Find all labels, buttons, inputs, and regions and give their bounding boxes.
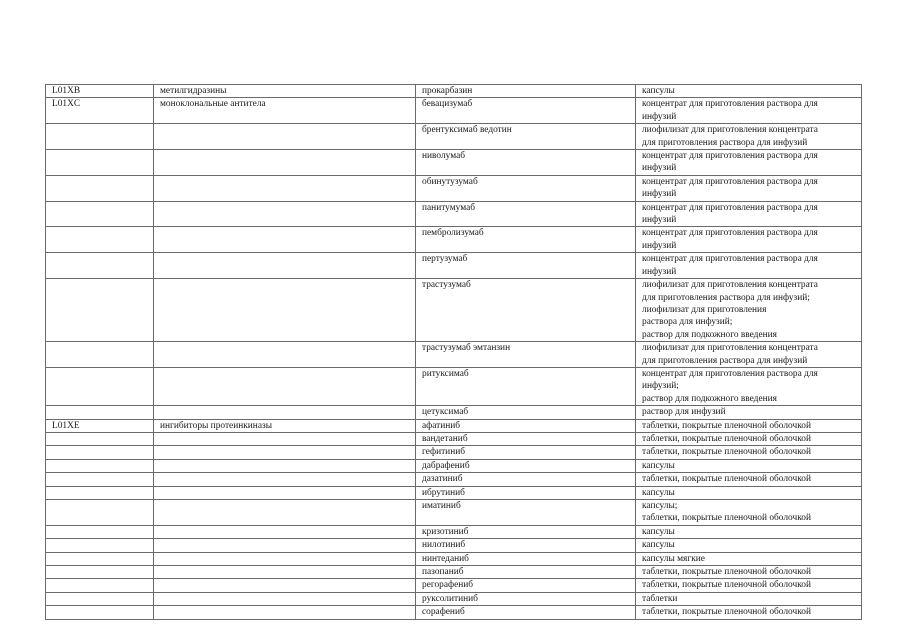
dosage-form-line: концентрат для приготовления раствора для (642, 151, 818, 162)
dosage-form-line: таблетки, покрытые пленочной оболочкой (642, 607, 811, 618)
group-name-cell (154, 342, 416, 368)
atc-code-cell: L01XB (46, 85, 154, 98)
drug-name-cell: обинутузумаб (416, 175, 636, 201)
dosage-forms-cell (636, 606, 862, 619)
table-row (46, 367, 862, 405)
drug-name-cell: пертузумаб (416, 253, 636, 279)
atc-code-cell (46, 227, 154, 253)
dosage-forms-cell (636, 227, 862, 253)
dosage-forms-cell (636, 175, 862, 201)
drug-name-cell: гефитиниб (416, 446, 636, 459)
atc-code-cell (46, 342, 154, 368)
table-row (46, 579, 862, 592)
dosage-forms-cell (636, 459, 862, 472)
dosage-forms-cell (636, 486, 862, 499)
dosage-form-line: раствор для подкожного введения (642, 393, 777, 404)
drug-name-cell: иматиниб (416, 500, 636, 526)
dosage-form-line: концентрат для приготовления раствора для (642, 202, 818, 213)
dosage-form-line: таблетки, покрытые пленочной оболочкой (642, 513, 811, 524)
table-row (46, 227, 862, 253)
atc-code-cell (46, 150, 154, 176)
dosage-form-line: инфузий (642, 266, 677, 277)
drug-name-cell: пембролизумаб (416, 227, 636, 253)
group-name-cell (154, 446, 416, 459)
table-row (46, 342, 862, 368)
atc-code-cell (46, 432, 154, 445)
dosage-form-line: раствор для инфузий (642, 407, 726, 418)
dosage-forms-cell (636, 432, 862, 445)
table-row (46, 150, 862, 176)
dosage-form-line: раствор для подкожного введения (642, 329, 777, 340)
group-name-cell (154, 367, 416, 405)
table-row (46, 419, 862, 432)
group-name-cell (154, 432, 416, 445)
dosage-forms-cell (636, 566, 862, 579)
dosage-forms-cell (636, 539, 862, 552)
dosage-form-line: инфузий (642, 111, 677, 122)
group-name-cell (154, 279, 416, 342)
drug-name-cell: сорафениб (416, 606, 636, 619)
dosage-forms-cell (636, 446, 862, 459)
atc-code-cell (46, 367, 154, 405)
dosage-form-line: для приготовления раствора для инфузий (642, 137, 808, 148)
dosage-form-line: инфузий (642, 240, 677, 251)
dosage-forms-cell (636, 201, 862, 227)
group-name-cell: моноклональные антитела (154, 98, 416, 124)
dosage-form-line: инфузий; (642, 381, 679, 392)
drug-name-cell: кризотиниб (416, 525, 636, 538)
dosage-forms-cell (636, 592, 862, 605)
dosage-form-line: капсулы; (642, 501, 678, 511)
table-row (46, 525, 862, 538)
drug-name-cell: брентуксимаб ведотин (416, 124, 636, 150)
dosage-forms-cell (636, 419, 862, 432)
drug-name-cell: трастузумаб (416, 279, 636, 342)
drug-name-cell: цетуксимаб (416, 406, 636, 419)
dosage-form-line: лиофилизат для приготовления концентрата (642, 343, 818, 354)
group-name-cell (154, 150, 416, 176)
dosage-form-line: для приготовления раствора для инфузий; (642, 292, 810, 303)
group-name-cell (154, 592, 416, 605)
atc-code-cell: L01XE (46, 419, 154, 432)
group-name-cell (154, 473, 416, 486)
group-name-cell: ингибиторы протеинкиназы (154, 419, 416, 432)
table-row (46, 552, 862, 565)
atc-code-cell (46, 500, 154, 526)
drug-name-cell: регорафениб (416, 579, 636, 592)
table-row (46, 446, 862, 459)
group-name-cell (154, 525, 416, 538)
dosage-forms-cell (636, 579, 862, 592)
table-row (46, 566, 862, 579)
group-name-cell (154, 552, 416, 565)
dosage-form-line: инфузий (642, 189, 677, 200)
drug-name-cell: нинтеданиб (416, 552, 636, 565)
drug-name-cell: трастузумаб эмтанзин (416, 342, 636, 368)
drug-name-cell: дабрафениб (416, 459, 636, 472)
dosage-form-line: таблетки, покрытые пленочной оболочкой (642, 433, 811, 444)
dosage-form-line: капсулы (642, 487, 675, 498)
atc-code-cell (46, 446, 154, 459)
dosage-form-line: концентрат для приготовления раствора для (642, 176, 818, 187)
table-row (46, 473, 862, 486)
dosage-form-line: для приготовления раствора для инфузий (642, 355, 808, 366)
dosage-forms-cell (636, 98, 862, 124)
table-body (46, 85, 862, 620)
drug-name-cell: нилотиниб (416, 539, 636, 552)
drug-name-cell: бевацизумаб (416, 98, 636, 124)
atc-code-cell: L01XC (46, 98, 154, 124)
atc-code-cell (46, 201, 154, 227)
drug-name-cell: ибрутиниб (416, 486, 636, 499)
table-row (46, 539, 862, 552)
dosage-form-line: таблетки, покрытые пленочной оболочкой (642, 447, 811, 458)
group-name-cell (154, 606, 416, 619)
table-row (46, 592, 862, 605)
dosage-form-line: капсулы мягкие (642, 553, 705, 564)
dosage-forms-cell (636, 85, 862, 98)
atc-code-cell (46, 566, 154, 579)
dosage-form-line: таблетки (642, 593, 678, 604)
drug-name-cell: дазатиниб (416, 473, 636, 486)
dosage-forms-cell (636, 525, 862, 538)
table-row (46, 279, 862, 342)
drug-name-cell: ритуксимаб (416, 367, 636, 405)
group-name-cell (154, 201, 416, 227)
group-name-cell (154, 175, 416, 201)
dosage-form-line: таблетки, покрытые пленочной оболочкой (642, 580, 811, 591)
atc-code-cell (46, 473, 154, 486)
dosage-forms-cell (636, 253, 862, 279)
table-row (46, 406, 862, 419)
dosage-forms-cell (636, 500, 862, 526)
dosage-forms-cell (636, 367, 862, 405)
atc-code-cell (46, 525, 154, 538)
dosage-forms-cell (636, 279, 862, 342)
table-row (46, 201, 862, 227)
table-row (46, 98, 862, 124)
dosage-form-line: концентрат для приготовления раствора для (642, 228, 818, 239)
dosage-form-line: таблетки, покрытые пленочной оболочкой (642, 420, 811, 431)
dosage-form-line: капсулы (642, 86, 675, 96)
table-row (46, 124, 862, 150)
drug-name-cell: панитумумаб (416, 201, 636, 227)
drug-name-cell: пазопаниб (416, 566, 636, 579)
dosage-form-line: капсулы (642, 460, 675, 471)
dosage-forms-cell (636, 150, 862, 176)
table-row (46, 432, 862, 445)
group-name-cell (154, 253, 416, 279)
table-row (46, 606, 862, 619)
group-name-cell (154, 459, 416, 472)
table-row (46, 175, 862, 201)
group-name-cell (154, 486, 416, 499)
dosage-form-line: концентрат для приготовления раствора для (642, 254, 818, 265)
atc-code-cell (46, 279, 154, 342)
dosage-form-line: инфузий (642, 163, 677, 174)
table-row (46, 486, 862, 499)
group-name-cell (154, 500, 416, 526)
dosage-form-line: таблетки, покрытые пленочной оболочкой (642, 567, 811, 578)
atc-code-cell (46, 175, 154, 201)
dosage-forms-cell (636, 406, 862, 419)
dosage-forms-cell (636, 124, 862, 150)
atc-code-cell (46, 124, 154, 150)
table-row (46, 85, 862, 98)
dosage-form-line: инфузий (642, 215, 677, 226)
drug-name-cell: вандетаниб (416, 432, 636, 445)
dosage-form-line: капсулы (642, 526, 675, 537)
dosage-form-line: капсулы (642, 540, 675, 551)
atc-code-cell (46, 406, 154, 419)
drug-list-table (45, 84, 862, 620)
table-row (46, 459, 862, 472)
atc-code-cell (46, 552, 154, 565)
drug-name-cell: прокарбазин (416, 85, 636, 98)
drug-name-cell: ниволумаб (416, 150, 636, 176)
dosage-forms-cell (636, 342, 862, 368)
table-row (46, 253, 862, 279)
atc-code-cell (46, 253, 154, 279)
group-name-cell (154, 539, 416, 552)
dosage-forms-cell (636, 473, 862, 486)
group-name-cell (154, 124, 416, 150)
dosage-form-line: концентрат для приготовления раствора для (642, 368, 818, 379)
atc-code-cell (46, 486, 154, 499)
atc-code-cell (46, 579, 154, 592)
drug-name-cell: афатиниб (416, 419, 636, 432)
atc-code-cell (46, 606, 154, 619)
table-row (46, 500, 862, 526)
group-name-cell: метилгидразины (154, 85, 416, 98)
group-name-cell (154, 227, 416, 253)
group-name-cell (154, 406, 416, 419)
dosage-form-line: таблетки, покрытые пленочной оболочкой (642, 474, 811, 485)
drug-name-cell: руксолитиниб (416, 592, 636, 605)
dosage-form-line: лиофилизат для приготовления концентрата (642, 280, 818, 291)
atc-code-cell (46, 459, 154, 472)
group-name-cell (154, 579, 416, 592)
atc-code-cell (46, 592, 154, 605)
dosage-form-line: концентрат для приготовления раствора для (642, 99, 818, 110)
dosage-form-line: лиофилизат для приготовления концентрата (642, 125, 818, 136)
dosage-forms-cell (636, 552, 862, 565)
atc-code-cell (46, 539, 154, 552)
dosage-form-line: раствора для инфузий; (642, 317, 733, 328)
group-name-cell (154, 566, 416, 579)
dosage-form-line: лиофилизат для приготовления (642, 304, 767, 315)
